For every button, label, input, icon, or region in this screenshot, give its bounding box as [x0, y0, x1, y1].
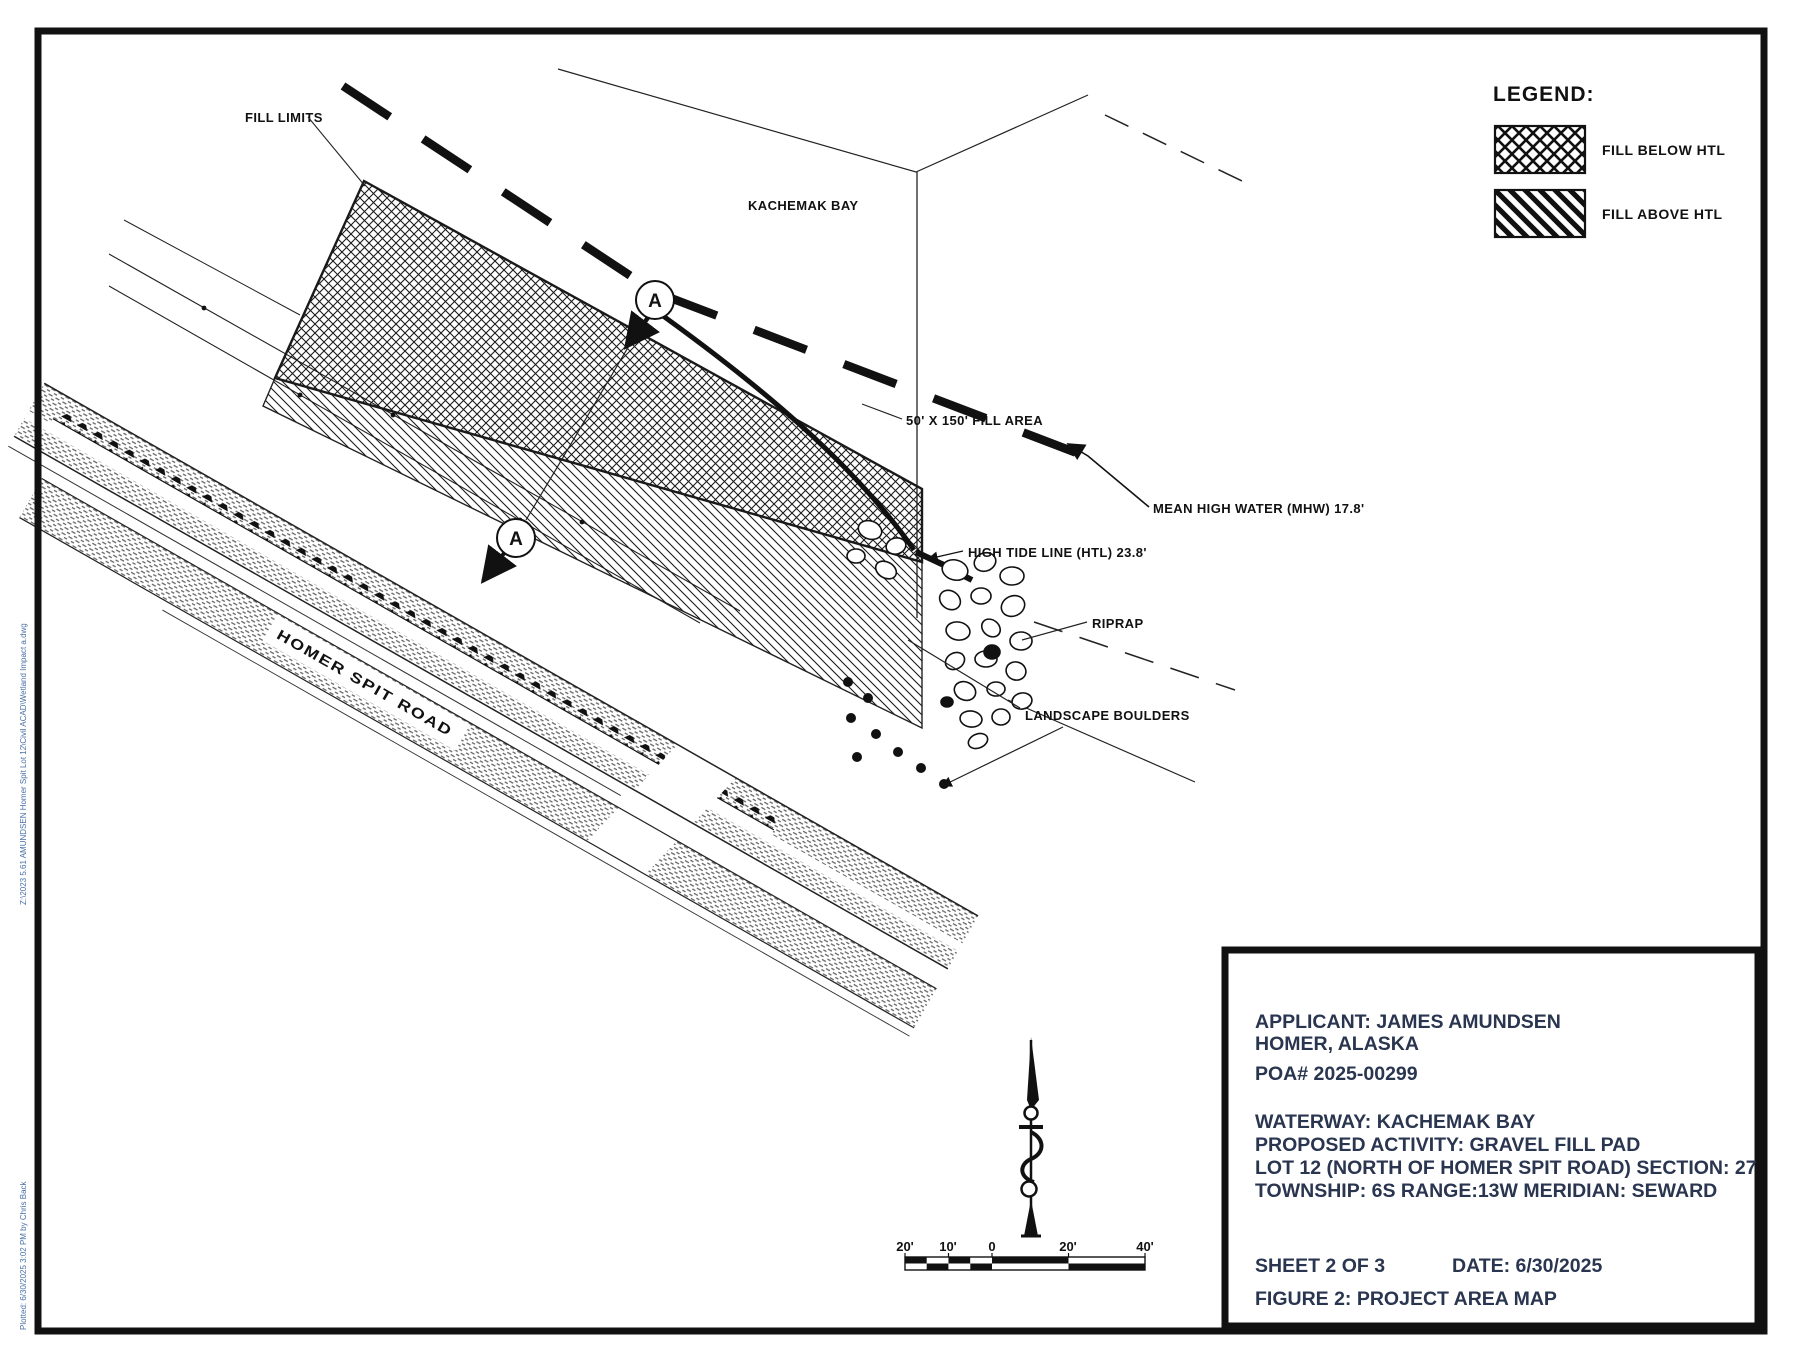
kachemak-bay-label: KACHEMAK BAY [748, 198, 859, 213]
landscape-boulders-label: LANDSCAPE BOULDERS [1025, 708, 1190, 723]
waterway: WATERWAY: KACHEMAK BAY [1255, 1111, 1536, 1133]
applicant-city: HOMER, ALASKA [1255, 1033, 1419, 1055]
poa-number: POA# 2025-00299 [1255, 1063, 1418, 1085]
scale-tick-0: 0 [988, 1239, 996, 1254]
fill-limits-label: FILL LIMITS [245, 110, 323, 125]
fill-area-label: 50' X 150' FILL AREA [906, 413, 1044, 428]
legend-title: LEGEND: [1493, 83, 1595, 106]
high-tide-line-label: HIGH TIDE LINE (HTL) 23.8' [968, 545, 1147, 560]
lot-section: LOT 12 (NORTH OF HOMER SPIT ROAD) SECTION: 27 [1255, 1157, 1757, 1179]
proposed-activity: PROPOSED ACTIVITY: GRAVEL FILL PAD [1255, 1134, 1641, 1156]
north-arrow-icon [1019, 1037, 1043, 1236]
homer-spit-road-label: HOMER SPIT ROAD [273, 627, 421, 721]
plotted-note: Plotted: 6/30/2025 3:02 PM by Chris Back [19, 1181, 28, 1330]
legend-label-fill-below-htl: FILL BELOW HTL [1602, 142, 1726, 158]
scale-tick-20r: 20' [1059, 1239, 1077, 1254]
scale-bar [896, 1239, 1154, 1270]
sheet-number: SHEET 2 OF 3 [1255, 1255, 1386, 1277]
riprap-label: RIPRAP [1092, 616, 1144, 631]
applicant-name: APPLICANT: JAMES AMUNDSEN [1255, 1011, 1561, 1033]
township-range-meridian: TOWNSHIP: 6S RANGE:13W MERIDIAN: SEWARD [1255, 1180, 1718, 1202]
date: DATE: 6/30/2025 [1452, 1255, 1603, 1277]
scale-tick-40: 40' [1136, 1239, 1154, 1254]
scale-tick-20l: 20' [896, 1239, 914, 1254]
legend-swatch-fill-below-htl [1495, 126, 1585, 173]
title-block [1225, 950, 1758, 1326]
section-marker-a-bottom: A [509, 529, 523, 550]
file-path-note: Z:\2023 5.61 AMUNDSEN Homer Spit Lot 12\Civil ACAD\Wetland Impact a.dwg [19, 623, 28, 905]
legend-label-fill-above-htl: FILL ABOVE HTL [1602, 206, 1723, 222]
legend [1493, 83, 1725, 237]
section-marker-a-top: A [648, 291, 662, 312]
legend-swatch-fill-above-htl [1495, 190, 1585, 237]
scale-tick-10: 10' [939, 1239, 957, 1254]
mean-high-water-label: MEAN HIGH WATER (MHW) 17.8' [1153, 501, 1365, 516]
figure-title: FIGURE 2: PROJECT AREA MAP [1255, 1288, 1557, 1310]
